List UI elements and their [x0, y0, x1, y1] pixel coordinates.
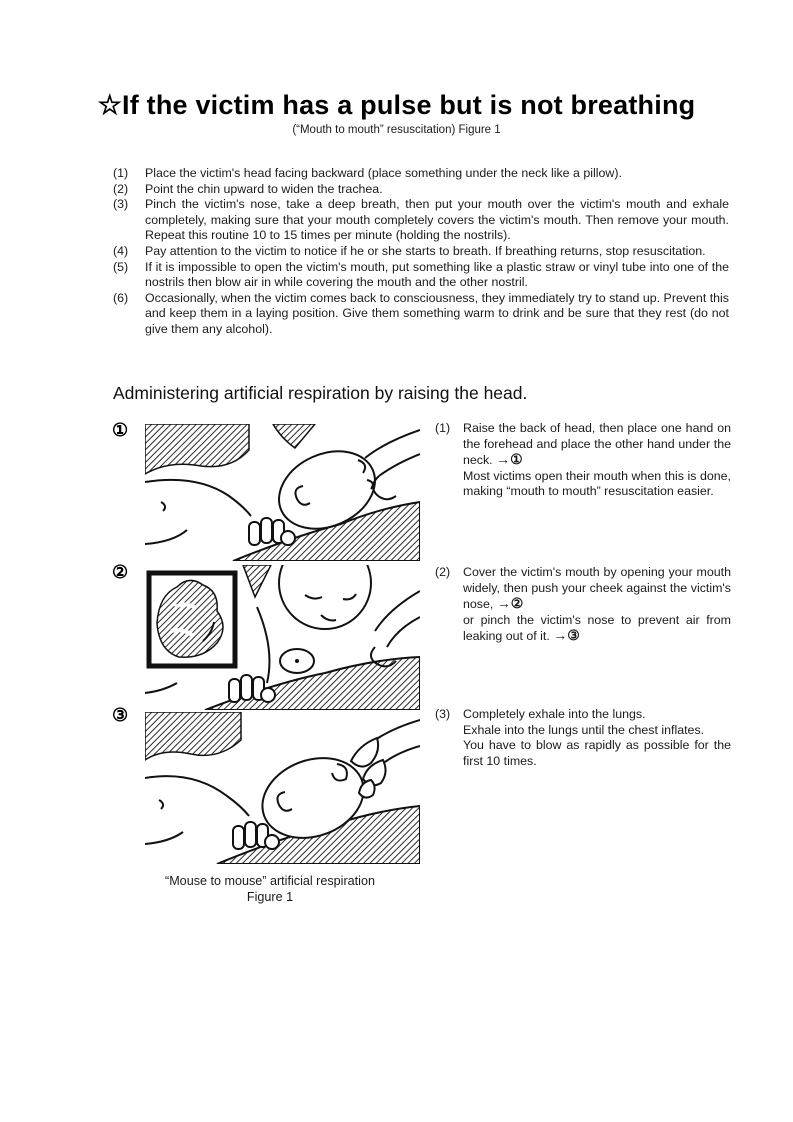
list-item-number: (5): [113, 259, 129, 274]
page-title: ☆If the victim has a pulse but is not breathing: [97, 90, 696, 120]
intro-list: [113, 166, 729, 338]
figure-1-illustration: [145, 424, 420, 561]
mouth-cover-illustration-svg: [145, 565, 420, 710]
list-item-number: (2): [113, 181, 129, 196]
step-number: (2): [435, 565, 451, 579]
step-sentence: or pinch the victim's nose to prevent air from leaking out of it.: [463, 612, 731, 644]
list-item: [113, 197, 729, 244]
list-item: [113, 166, 729, 182]
section-heading: Administering artificial respiration by raising the head.: [113, 383, 528, 403]
list-item: [113, 244, 729, 260]
figure-caption-line2: Figure 1: [246, 890, 294, 904]
circled-ref-2: →②: [496, 595, 524, 612]
step-paragraph: You have to blow as rapidly as possible for the first 10 times.: [463, 738, 731, 768]
figure-marker-3: ③: [112, 705, 129, 725]
list-item: [113, 291, 729, 338]
page-subtitle: (“Mouth to mouth” resuscitation) Figure 1: [292, 124, 501, 136]
figure-caption: [140, 873, 400, 905]
figure-3-illustration: [145, 712, 420, 864]
list-item: [113, 182, 729, 198]
circled-ref-1: →①: [496, 451, 523, 468]
step-number: (1): [435, 421, 451, 435]
figure-2-illustration: [145, 565, 420, 710]
step-paragraph: Completely exhale into the lungs.: [463, 707, 646, 721]
step-2-text: [435, 565, 731, 645]
list-item-number: (3): [113, 197, 129, 212]
list-item-text: Pinch the victim's nose, take a deep breath, then put your mouth over the victim's mouth and exhale completely, making sure that your mouth completely covers the victim's mouth. Then remove your mouth. Repeat this routine 10 to 15 times per minute (holding the nostrils).: [145, 197, 729, 243]
list-item-text: Point the chin upward to widen the trachea.: [145, 181, 383, 196]
nose-pinch-illustration-svg: [145, 712, 420, 864]
figure-marker-1: ①: [112, 420, 129, 440]
list-item: [113, 260, 729, 291]
list-item-number: (4): [113, 243, 129, 258]
list-item-text: Pay attention to the victim to notice if he or she starts to breath. If breathing returns, stop resuscitation.: [145, 243, 706, 258]
step-body: [463, 565, 731, 645]
step-paragraph: Exhale into the lungs until the chest inflates.: [463, 722, 705, 737]
list-item-number: (6): [113, 290, 129, 305]
step-body: [463, 707, 731, 769]
step-paragraph: [463, 613, 731, 645]
step-paragraph: [463, 565, 731, 613]
figure-caption-line1: “Mouse to mouse” artificial respiration: [165, 874, 375, 888]
figure-marker-2: ②: [112, 562, 129, 582]
step-sentence: Cover the victim's mouth by opening your mouth widely, then push your cheek against the victim's nose,: [463, 565, 731, 612]
step-sentence: Raise the back of head, then place one hand on the forehead and place the other hand under the neck.: [463, 421, 731, 468]
step-1-text: [435, 421, 731, 500]
list-item-text: If it is impossible to open the victim's mouth, put something like a plastic straw or vinyl tube into one of the nostrils then blow air in while covering the mouth and the other nostril.: [145, 259, 729, 290]
step-3-text: [435, 707, 731, 769]
circled-ref-3: →③: [553, 627, 580, 644]
head-tilt-illustration-svg: [145, 424, 420, 561]
step-paragraph: Most victims open their mouth when this is done, making “mouth to mouth” resuscitation easier.: [463, 468, 731, 499]
list-item-text: Occasionally, when the victim comes back to consciousness, they immediately try to stand up. Prevent this and keep them in a laying position. Give them something warm to drink and be sure that they rest (do not give them any alcohol).: [145, 290, 729, 336]
step-paragraph: [463, 421, 731, 469]
step-number: (3): [435, 707, 451, 721]
step-body: [463, 421, 731, 500]
list-item-number: (1): [113, 166, 129, 180]
list-item-text: Place the victim's head facing backward (place something under the neck like a pillow).: [145, 166, 622, 180]
